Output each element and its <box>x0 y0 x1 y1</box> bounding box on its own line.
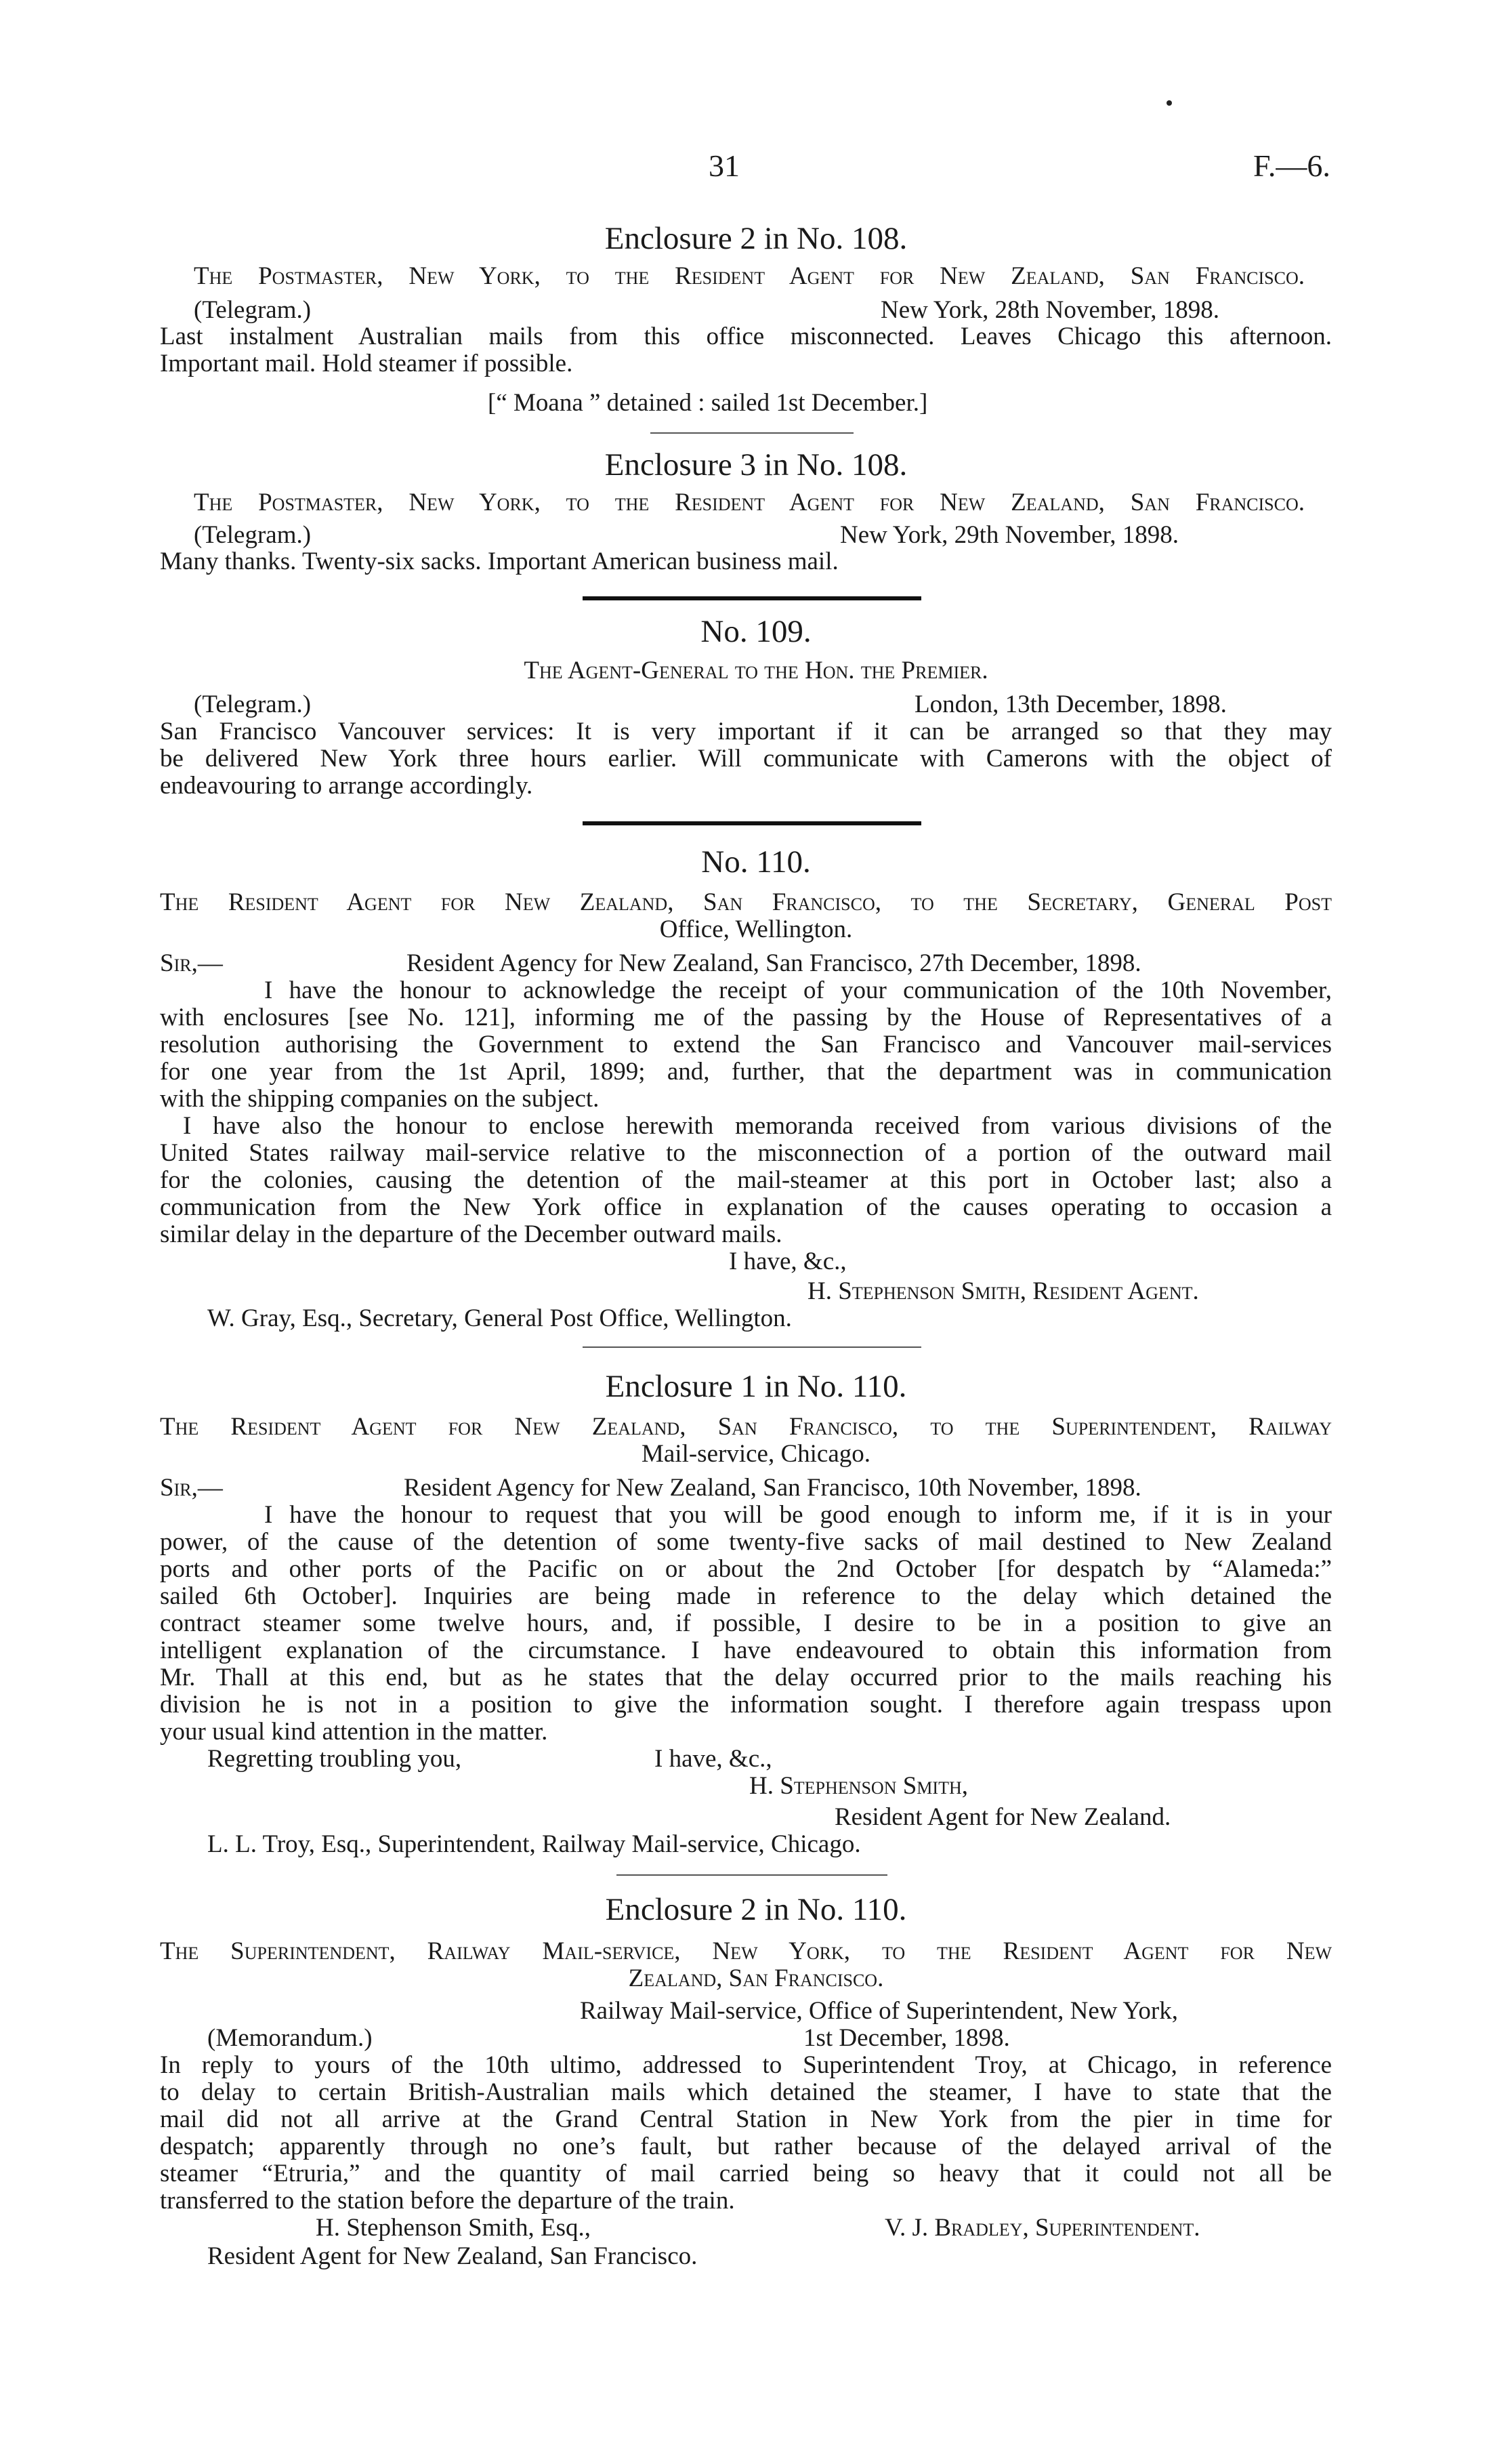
divider <box>583 1346 921 1348</box>
address-line: The Postmaster, New York, to the Resident Agent for New Zealand, San Francisco. <box>194 489 1305 516</box>
message-kind: (Memorandum.) <box>207 2024 373 2052</box>
bracket-note: [“ Moana ” detained : sailed 1st December.] <box>488 389 928 417</box>
address-line: The Resident Agent for New Zealand, San Francisco, to the Superintendent, Railway <box>160 1413 1332 1441</box>
body-line: division he is not in a position to give the information sought. I therefore again trespass upon <box>160 1691 1332 1719</box>
body-line: intelligent explanation of the circumstance. I have endeavoured to obtain this information from <box>160 1637 1332 1664</box>
salutation: Sir,— <box>160 1474 223 1502</box>
body-line: similar delay in the departure of the December outward mails. <box>160 1220 782 1248</box>
body-line: Many thanks. Twenty-six sacks. Important American business mail. <box>160 548 839 575</box>
divider <box>616 1874 887 1876</box>
body-line: I have the honour to request that you will be good enough to inform me, if it is in your <box>264 1501 1332 1529</box>
body-line: Important mail. Hold steamer if possible. <box>160 350 573 377</box>
body-line: be delivered New York three hours earlier. Will communicate with Camerons with the object of <box>160 745 1332 773</box>
body-line: ports and other ports of the Pacific on or about the 2nd October [for despatch by “Alameda:” <box>160 1555 1332 1583</box>
page-number: 31 <box>709 148 740 183</box>
address-line: The Resident Agent for New Zealand, San Francisco, to the Secretary, General Post <box>160 888 1332 916</box>
recipient: W. Gray, Esq., Secretary, General Post Office, Wellington. <box>207 1304 792 1332</box>
body-line: United States railway mail-service relative to the misconnection of a portion of the outward mail <box>160 1139 1332 1167</box>
closing: I have, &c., <box>729 1248 847 1275</box>
ink-speck <box>1167 100 1172 106</box>
section-heading: Enclosure 3 in No. 108. <box>604 447 908 482</box>
signature: V. J. Bradley, Superintendent. <box>885 2214 1200 2242</box>
memo-date: 1st December, 1898. <box>803 2024 1010 2052</box>
body-line: transferred to the station before the departure of the train. <box>160 2187 735 2215</box>
place-date: London, 13th December, 1898. <box>915 691 1227 718</box>
addressee-title: Resident Agent for New Zealand, San Francisco. <box>207 2242 698 2270</box>
section-heading: No. 109. <box>700 614 812 649</box>
body-line: contract steamer some twelve hours, and, if possible, I desire to be in a position to give an <box>160 1609 1332 1637</box>
body-line: San Francisco Vancouver services: It is very important if it can be arranged so that they may <box>160 718 1332 745</box>
body-line: I have also the honour to enclose herewith memoranda received from various divisions of the <box>183 1112 1332 1140</box>
section-heading: Enclosure 2 in No. 110. <box>605 1892 907 1927</box>
recipient: L. L. Troy, Esq., Superintendent, Railway Mail-service, Chicago. <box>207 1830 861 1858</box>
body-line: mail did not all arrive at the Grand Central Station in New York from the pier in time for <box>160 2105 1332 2133</box>
body-line: power, of the cause of the detention of some twenty-five sacks of mail destined to New Zealand <box>160 1528 1332 1556</box>
message-kind: (Telegram.) <box>194 296 312 324</box>
addressee-name: H. Stephenson Smith, Esq., <box>316 2214 591 2242</box>
message-kind: (Telegram.) <box>194 691 312 718</box>
body-line: Mr. Thall at this end, but as he states that the delay occurred prior to the mails reaching his <box>160 1664 1332 1691</box>
body-line: endeavouring to arrange accordingly. <box>160 772 533 800</box>
body-line: for one year from the 1st April, 1899; and, further, that the department was in communication <box>160 1058 1332 1086</box>
signature: H. Stephenson Smith, <box>749 1772 968 1800</box>
body-line: In reply to yours of the 10th ultimo, addressed to Superintendent Troy, at Chicago, in reference <box>160 2051 1332 2079</box>
signature: H. Stephenson Smith, Resident Agent. <box>807 1277 1199 1305</box>
body-line: Last instalment Australian mails from this office misconnected. Leaves Chicago this afternoon. <box>160 323 1332 350</box>
body-line: to delay to certain British-Australian mails which detained the steamer, I have to state that the <box>160 2078 1332 2106</box>
section-rule <box>583 821 921 825</box>
body-line: your usual kind attention in the matter. <box>160 1718 548 1746</box>
section-heading: Enclosure 2 in No. 108. <box>604 221 908 256</box>
address-line: The Superintendent, Railway Mail-service, New York, to the Resident Agent for New <box>160 1937 1332 1965</box>
address-line: The Postmaster, New York, to the Resident Agent for New Zealand, San Francisco. <box>194 262 1305 290</box>
address-line: Mail-service, Chicago. <box>641 1440 871 1468</box>
address-line: Zealand, San Francisco. <box>628 1964 884 1992</box>
signature-title: Resident Agent for New Zealand. <box>835 1803 1171 1831</box>
place-date: Resident Agency for New Zealand, San Francisco, 27th December, 1898. <box>406 949 1141 977</box>
address-line: Office, Wellington. <box>659 915 853 943</box>
body-line: with enclosures [see No. 121], informing me of the passing by the House of Representatives of a <box>160 1004 1332 1031</box>
message-kind: (Telegram.) <box>194 521 312 549</box>
body-line: communication from the New York office in explanation of the causes operating to occasion a <box>160 1193 1332 1221</box>
body-line: steamer “Etruria,” and the quantity of mail carried being so heavy that it could not all be <box>160 2160 1332 2187</box>
body-line: for the colonies, causing the detention of the mail-steamer at this port in October last; also a <box>160 1166 1332 1194</box>
closing: I have, &c., <box>654 1745 772 1773</box>
document-reference: F.—6. <box>1253 148 1330 183</box>
section-heading: Enclosure 1 in No. 110. <box>605 1369 907 1404</box>
regretting-line: Regretting troubling you, <box>207 1745 462 1773</box>
body-line: with the shipping companies on the subject. <box>160 1085 600 1113</box>
place-date: Resident Agency for New Zealand, San Francisco, 10th November, 1898. <box>404 1474 1141 1502</box>
place-line: Railway Mail-service, Office of Superintendent, New York, <box>580 1997 1178 2025</box>
body-line: despatch; apparently through no one’s fault, but rather because of the delayed arrival of the <box>160 2133 1332 2160</box>
body-line: sailed 6th October]. Inquiries are being made in reference to the delay which detained the <box>160 1582 1332 1610</box>
address-line: The Agent-General to the Hon. the Premier. <box>524 657 988 684</box>
section-rule <box>583 596 921 600</box>
section-heading: No. 110. <box>701 844 811 880</box>
body-line: I have the honour to acknowledge the receipt of your communication of the 10th November, <box>264 976 1332 1004</box>
place-date: New York, 28th November, 1898. <box>881 296 1220 324</box>
salutation: Sir,— <box>160 949 223 977</box>
divider <box>650 432 854 434</box>
place-date: New York, 29th November, 1898. <box>840 521 1179 549</box>
body-line: resolution authorising the Government to extend the San Francisco and Vancouver mail-services <box>160 1031 1332 1058</box>
